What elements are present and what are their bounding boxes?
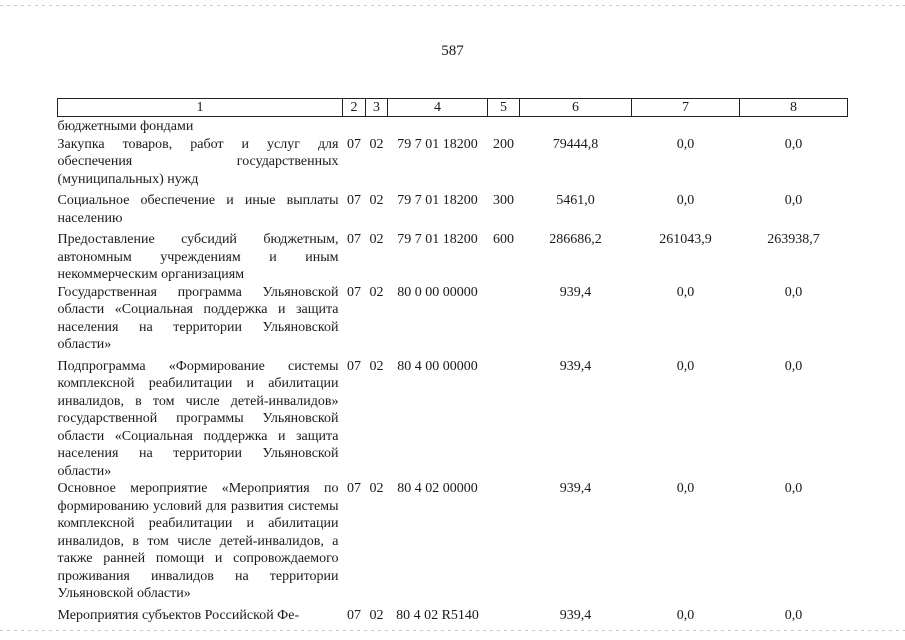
table-row <box>58 354 848 481</box>
table-row <box>58 480 848 603</box>
cell-subsection: 02 <box>369 481 384 496</box>
header-cell: 1 <box>58 99 343 117</box>
cell-amount-col6: 939,4 <box>559 607 592 623</box>
cell-target-article: 80 0 00 00000 <box>397 284 478 300</box>
table-header-row <box>58 99 848 117</box>
cell-expense-type <box>488 117 520 136</box>
cell-amount-col7: 0,0 <box>676 358 695 374</box>
cell-section: 07 <box>347 284 361 300</box>
cell-amount-col6: 939,4 <box>559 284 592 300</box>
cell-amount-col6: 286686,2 <box>549 232 602 247</box>
cell-expense-type: 600 <box>493 232 514 247</box>
cell-amount-col7: 0,0 <box>676 481 695 496</box>
table-row <box>58 136 848 189</box>
cell-section: 07 <box>347 193 361 208</box>
cell-subsection: 02 <box>369 284 384 300</box>
header-cell: 4 <box>388 99 488 117</box>
cell-target-article: 80 4 02 R5140 <box>396 607 479 623</box>
cell-amount-col7: 0,0 <box>676 284 695 300</box>
cell-section: 07 <box>347 358 361 374</box>
header-cell: 6 <box>520 99 632 117</box>
cell-target-article: 79 7 01 18200 <box>397 136 478 152</box>
row-name: Социальное обеспечение и иные выплаты населению <box>57 193 339 226</box>
cell-expense-type <box>488 354 520 481</box>
cell-amount-col8: 0,0 <box>784 607 803 623</box>
table-row <box>58 188 848 227</box>
row-name: Подпрограмма «Формирование системы комплексной реабилитации и абилитации инвалидов, в том числе детей-инвалидов» государственной программы Ульяновской области «Социальная поддержка и защита населения на территории Ульяновской области» <box>57 358 339 479</box>
row-name: Государственная программа Ульяновской области «Социальная поддержка и защита населения на территории Ульяновской области» <box>57 284 339 352</box>
table-row <box>58 603 848 625</box>
cell-amount-col8: 0,0 <box>784 358 803 374</box>
cell-target-article <box>388 117 488 136</box>
cell-section: 07 <box>347 481 361 496</box>
cell-target-article: 80 4 00 00000 <box>397 358 478 374</box>
cell-amount-col8: 0,0 <box>784 193 803 208</box>
cell-subsection: 02 <box>369 607 384 623</box>
cell-section <box>343 117 366 136</box>
cell-amount-col8: 0,0 <box>784 136 803 152</box>
row-name: Предоставление субсидий бюджетным, автономным учреждениям и иным некоммерческим организациям <box>57 232 339 282</box>
table-row <box>58 284 848 354</box>
scan-edge-bottom <box>0 630 905 631</box>
scan-edge-top <box>0 5 905 6</box>
row-name: бюджетными фондами <box>57 119 194 134</box>
cell-amount-col6: 939,4 <box>559 481 592 496</box>
cell-subsection <box>366 117 388 136</box>
cell-target-article: 79 7 01 18200 <box>397 193 478 208</box>
cell-expense-type <box>488 603 520 625</box>
cell-expense-type: 300 <box>493 193 514 208</box>
cell-expense-type <box>488 284 520 354</box>
cell-section: 07 <box>347 136 361 152</box>
row-name: Основное мероприятие «Мероприятия по формированию условий для развития системы комплексной реабилитации и абилитации инвалидов, в том числе детей-инвалидов, а также ранней помощи и сопровождаемого проживания инвалидов на территории Ульяновской области» <box>57 481 339 601</box>
cell-amount-col8 <box>740 117 848 136</box>
cell-amount-col8: 0,0 <box>784 481 803 496</box>
cell-amount-col7: 261043,9 <box>659 232 712 247</box>
cell-subsection: 02 <box>369 358 384 374</box>
cell-section: 07 <box>347 232 361 247</box>
table-row <box>58 227 848 284</box>
row-name: Закупка товаров, работ и услуг для обеспечения государственных (муниципальных) нужд <box>57 136 339 187</box>
row-name: Мероприятия субъектов Российской Фе- <box>57 607 300 623</box>
cell-amount-col8: 263938,7 <box>767 232 820 247</box>
header-cell: 8 <box>740 99 848 117</box>
header-cell: 7 <box>632 99 740 117</box>
cell-amount-col6: 5461,0 <box>556 193 595 208</box>
cell-expense-type <box>488 480 520 603</box>
header-cell: 2 <box>343 99 366 117</box>
cell-target-article: 80 4 02 00000 <box>397 481 478 496</box>
cell-amount-col8: 0,0 <box>784 284 803 300</box>
cell-amount-col7 <box>632 117 740 136</box>
cell-amount-col6 <box>520 117 632 136</box>
cell-target-article: 79 7 01 18200 <box>397 232 478 247</box>
cell-subsection: 02 <box>369 232 384 247</box>
table-row <box>58 117 848 136</box>
cell-subsection: 02 <box>369 193 384 208</box>
page-number: 587 <box>441 43 464 59</box>
cell-subsection: 02 <box>369 136 384 152</box>
cell-expense-type: 200 <box>493 136 514 152</box>
cell-amount-col7: 0,0 <box>676 193 695 208</box>
budget-table <box>57 98 848 624</box>
cell-section: 07 <box>347 607 361 623</box>
cell-amount-col6: 79444,8 <box>552 136 599 152</box>
cell-amount-col7: 0,0 <box>676 136 695 152</box>
cell-amount-col6: 939,4 <box>559 358 592 374</box>
header-cell: 5 <box>488 99 520 117</box>
cell-amount-col7: 0,0 <box>676 607 695 623</box>
header-cell: 3 <box>366 99 388 117</box>
